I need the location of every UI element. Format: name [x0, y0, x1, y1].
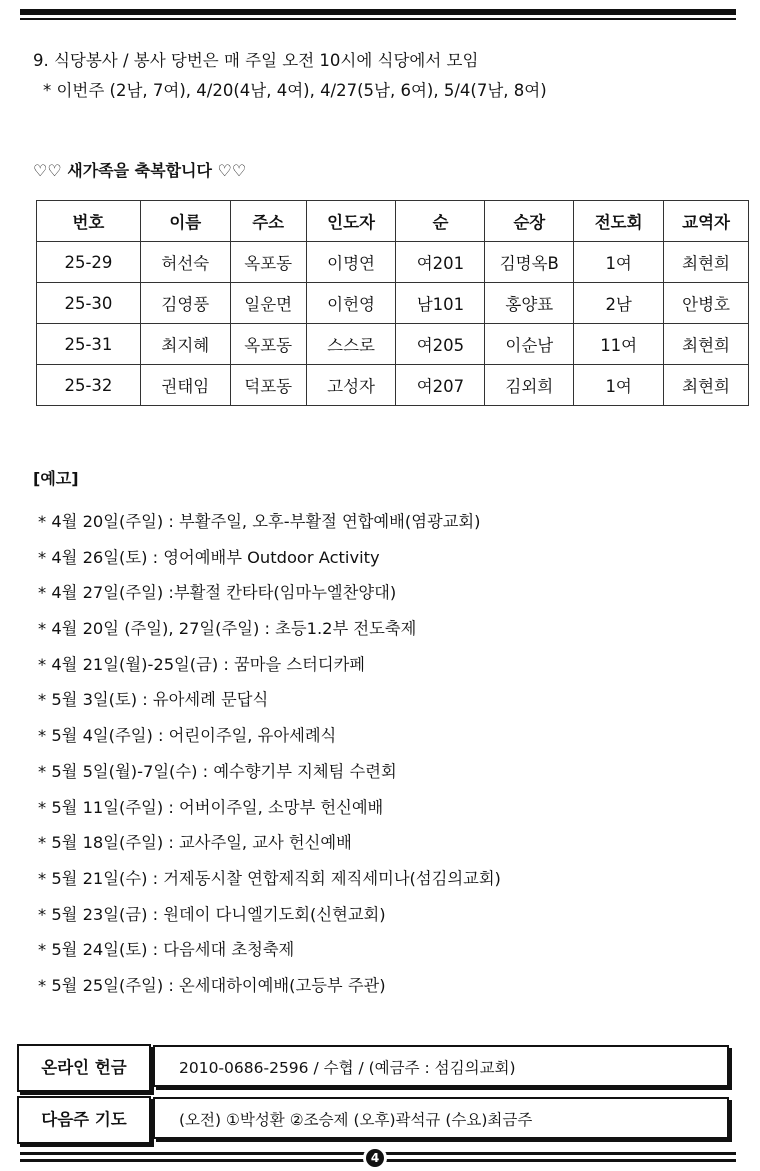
notice-item: * 4월 20일 (주일), 27일(주일) : 초등1.2부 전도축제 — [38, 619, 417, 639]
notice-item: * 5월 11일(주일) : 어버이주일, 소망부 헌신예배 — [38, 797, 384, 817]
notice-title: [예고] — [33, 469, 79, 488]
table-cell: 최현희 — [664, 242, 749, 283]
table-cell: 1여 — [574, 242, 664, 283]
table-header-row — [37, 201, 749, 242]
table-cell: 11여 — [574, 324, 664, 365]
new-family-heading: ♡♡ 새가족을 축복합니다 ♡♡ — [33, 161, 247, 180]
table-cell: 안병호 — [664, 283, 749, 324]
table-cell: 여207 — [396, 365, 485, 406]
table-row — [37, 283, 749, 324]
notice-item: * 5월 18일(주일) : 교사주일, 교사 헌신예배 — [38, 833, 352, 853]
next-week-prayer-names: (오전) ①박성환 ②조승제 (오후)곽석규 (수요)최금주 — [153, 1097, 729, 1139]
table-cell: 최현희 — [664, 365, 749, 406]
notice-item: * 4월 20일(주일) : 부활주일, 오후-부활절 연합예배(염광교회) — [38, 512, 481, 531]
top-rule-thin — [20, 18, 736, 20]
table-cell: 고성자 — [306, 365, 396, 406]
column-header: 순 — [396, 201, 485, 242]
notice-item: * 5월 4일(주일) : 어린이주일, 유아세례식 — [38, 726, 337, 746]
table-cell: 여201 — [396, 242, 485, 283]
table-cell: 홍양표 — [485, 283, 574, 324]
column-header: 번호 — [37, 201, 141, 242]
table-cell: 1여 — [574, 365, 664, 406]
notice-item: * 5월 24일(토) : 다음세대 초청축제 — [38, 940, 295, 960]
table-cell: 25-32 — [37, 365, 141, 406]
online-offering-account: 2010-0686-2596 / 수협 / (예금주 : 섬김의교회) — [153, 1045, 729, 1087]
table-cell: 스스로 — [306, 324, 396, 365]
notice-item: * 5월 5일(월)-7일(수) : 예수향기부 지체팀 수련회 — [38, 761, 397, 781]
notice-item: * 4월 27일(주일) :부활절 칸타타(임마누엘찬양대) — [38, 583, 397, 603]
meal-service-schedule: * 이번주 (2남, 7여), 4/20(4남, 4여), 4/27(5남, 6여), 5/4(7남, 8여) — [43, 81, 547, 100]
table-cell: 25-31 — [37, 324, 141, 365]
table-cell: 권태임 — [140, 365, 230, 406]
online-offering-label: 온라인 헌금 — [17, 1044, 151, 1092]
table-cell: 2남 — [574, 283, 664, 324]
table-cell: 이명연 — [306, 242, 396, 283]
table-cell: 남101 — [396, 283, 485, 324]
meal-service-line: 9. 식당봉사 / 봉사 당번은 매 주일 오전 10시에 식당에서 모임 — [33, 51, 479, 70]
table-cell: 25-29 — [37, 242, 141, 283]
table-cell: 최현희 — [664, 324, 749, 365]
table-cell: 덕포동 — [230, 365, 306, 406]
column-header: 교역자 — [664, 201, 749, 242]
table-cell: 옥포동 — [230, 242, 306, 283]
next-week-prayer-label: 다음주 기도 — [17, 1096, 151, 1144]
column-header: 전도회 — [574, 201, 664, 242]
new-family-table — [36, 200, 749, 406]
table-cell: 이헌영 — [306, 283, 396, 324]
column-header: 이름 — [140, 201, 230, 242]
table-cell: 여205 — [396, 324, 485, 365]
notice-item: * 5월 23일(금) : 원데이 다니엘기도회(신현교회) — [38, 904, 386, 924]
table-cell: 김명옥B — [485, 242, 574, 283]
table-cell: 허선숙 — [140, 242, 230, 283]
table-row — [37, 324, 749, 365]
table-cell: 최지혜 — [140, 324, 230, 365]
column-header: 순장 — [485, 201, 574, 242]
table-row — [37, 242, 749, 283]
table-cell: 25-30 — [37, 283, 141, 324]
table-cell: 일운면 — [230, 283, 306, 324]
notice-item: * 5월 25일(주일) : 온세대하이예배(고등부 주관) — [38, 975, 386, 995]
table-cell: 이순남 — [485, 324, 574, 365]
top-rule-thick — [20, 9, 736, 15]
table-cell: 옥포동 — [230, 324, 306, 365]
notice-item: * 5월 21일(수) : 거제동시찰 연합제직회 제직세미나(섬김의교회) — [38, 868, 501, 888]
notice-item: * 4월 26일(토) : 영어예배부 Outdoor Activity — [38, 547, 380, 567]
table-cell: 김외희 — [485, 365, 574, 406]
column-header: 주소 — [230, 201, 306, 242]
notice-list — [38, 504, 501, 1004]
table-cell: 김영풍 — [140, 283, 230, 324]
table-row — [37, 365, 749, 406]
column-header: 인도자 — [306, 201, 396, 242]
meal-service-section — [33, 46, 547, 106]
notice-item: * 5월 3일(토) : 유아세례 문답식 — [38, 690, 269, 710]
notice-item: * 4월 21일(월)-25일(금) : 꿈마을 스터디카페 — [38, 654, 366, 674]
page-number: 4 — [366, 1149, 384, 1167]
